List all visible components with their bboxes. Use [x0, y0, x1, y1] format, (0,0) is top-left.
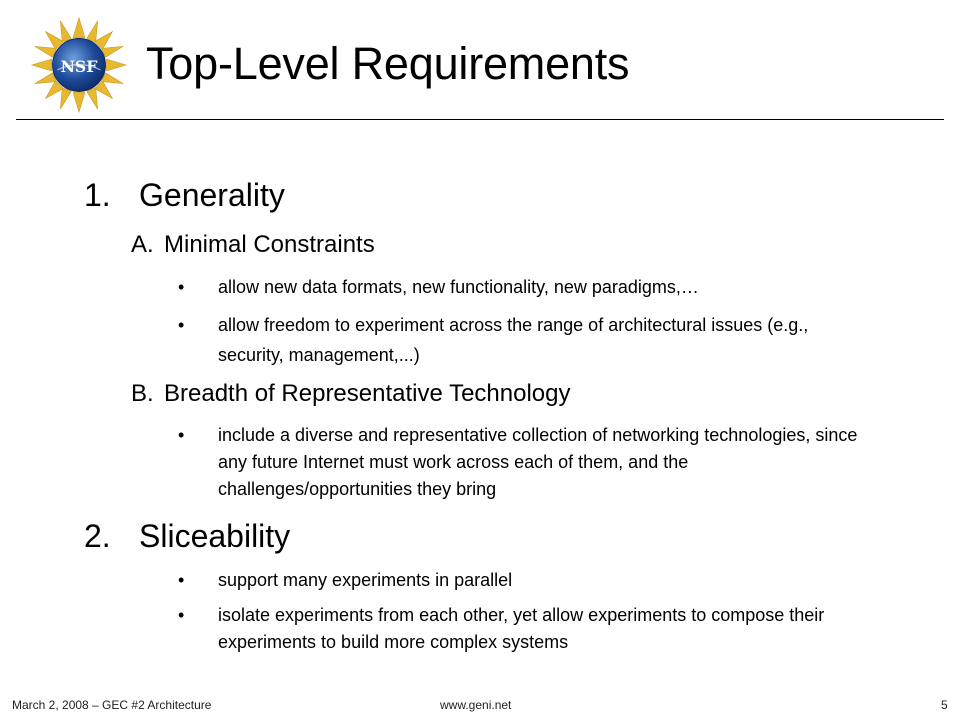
- slide-title: Top-Level Requirements: [146, 38, 630, 89]
- logo-text: NSF: [60, 56, 98, 76]
- nsf-logo: [30, 16, 128, 114]
- bullet-glyph: •: [178, 425, 185, 445]
- bullet-glyph: •: [178, 315, 185, 335]
- title-divider: [16, 119, 944, 120]
- subitem-heading: Minimal Constraints: [164, 231, 375, 258]
- bullet-glyph: •: [178, 570, 185, 590]
- item-heading: Generality: [139, 177, 285, 213]
- item-number: 1.: [84, 177, 111, 213]
- bullet-text: include a diverse and representative collection of networking technologies, since any future Internet must work across each of them, and the challenges/opportunities they bring: [218, 425, 858, 499]
- bullet-text: support many experiments in parallel: [218, 570, 513, 590]
- bullet-glyph: •: [178, 605, 185, 625]
- footer-website[interactable]: www.geni.net: [440, 698, 512, 712]
- item-heading: Sliceability: [139, 518, 291, 554]
- subitem-letter: A.: [131, 231, 154, 258]
- bullet-text: allow new data formats, new functionality, new paradigms,…: [218, 277, 699, 297]
- bullet-text: isolate experiments from each other, yet allow experiments to compose their experiments to build more complex systems: [218, 605, 825, 652]
- item-number: 2.: [84, 518, 111, 554]
- subitem-heading: Breadth of Representative Technology: [164, 380, 571, 407]
- bullet: [178, 567, 878, 594]
- bullet: [178, 602, 878, 656]
- bullet: [178, 274, 878, 301]
- bullet-glyph: •: [178, 277, 185, 297]
- bullet: [178, 422, 878, 503]
- footer-page-number: 5: [941, 698, 948, 712]
- footer-date-event: March 2, 2008 – GEC #2 Architecture: [12, 698, 212, 712]
- subitem-letter: B.: [131, 380, 154, 407]
- bullet-text: allow freedom to experiment across the range of architectural issues (e.g., security, management,...): [218, 315, 809, 365]
- bullet: [178, 310, 878, 370]
